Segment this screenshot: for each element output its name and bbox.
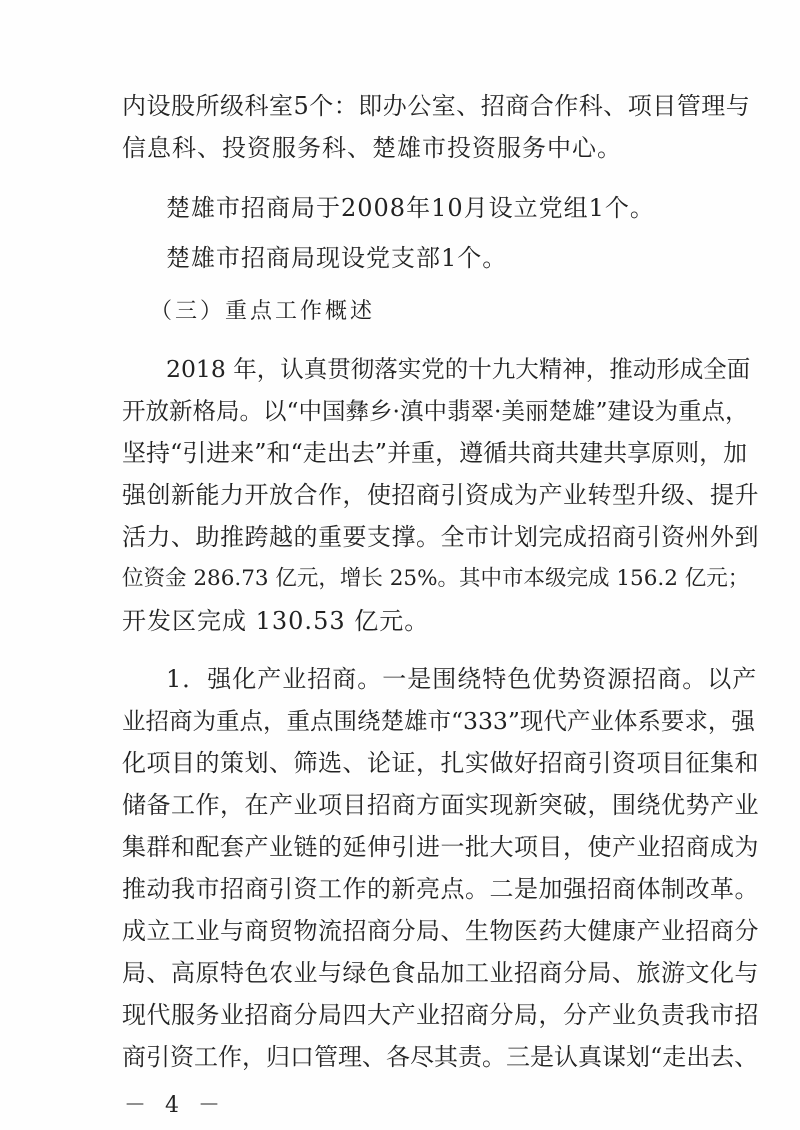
- text-line: 开放新格局。以“中国彝乡·滇中翡翠·美丽楚雄”建设为重点，: [122, 397, 749, 425]
- text-line: 位资金 286.73 亿元，增长 25%。其中市本级完成 156.2 亿元；: [122, 566, 750, 591]
- text-line: 化项目的策划、筛选、论证，扎实做好招商引资项目征集和: [122, 749, 759, 777]
- text-line: 楚雄市招商局现设党支部1个。: [166, 244, 508, 272]
- section-heading: （三）重点工作概述: [150, 299, 376, 324]
- text-line: 局、高原特色农业与绿色食品加工业招商分局、旅游文化与: [122, 959, 759, 987]
- text-line: 信息科、投资服务科、楚雄市投资服务中心。: [122, 134, 622, 162]
- text-line: 内设股所级科室5个：即办公室、招商合作科、项目管理与: [122, 92, 751, 120]
- text-line: 2018 年，认真贯彻落实党的十九大精神，推动形成全面: [166, 355, 751, 383]
- text-line: 储备工作，在产业项目招商方面实现新突破，围绕优势产业: [122, 791, 759, 819]
- page-number: － 4 －: [124, 1093, 226, 1118]
- text-line: 坚持“引进来”和“走出去”并重，遵循共商共建共享原则，加: [122, 439, 748, 467]
- text-line: 开发区完成 130.53 亿元。: [122, 607, 430, 635]
- text-line: 商引资工作，归口管理、各尽其责。三是认真谋划“走出去、: [122, 1043, 759, 1071]
- text-line: 活力、助推跨越的重要支撑。全市计划完成招商引资州外到: [122, 523, 759, 551]
- text-line: 集群和配套产业链的延伸引进一批大项目，使产业招商成为: [122, 833, 759, 861]
- text-line: 楚雄市招商局于2008年10月设立党组1个。: [166, 194, 655, 222]
- text-line: 业招商为重点，重点围绕楚雄市“333”现代产业体系要求，强: [122, 707, 755, 735]
- text-line: 成立工业与商贸物流招商分局、生物医药大健康产业招商分: [122, 917, 759, 945]
- text-line: 推动我市招商引资工作的新亮点。二是加强招商体制改革。: [122, 875, 759, 903]
- text-line: 强创新能力开放合作，使招商引资成为产业转型升级、提升: [122, 481, 759, 509]
- text-line: 现代服务业招商分局四大产业招商分局，分产业负责我市招: [122, 1001, 759, 1029]
- text-line: 1．强化产业招商。一是围绕特色优势资源招商。以产: [166, 665, 758, 693]
